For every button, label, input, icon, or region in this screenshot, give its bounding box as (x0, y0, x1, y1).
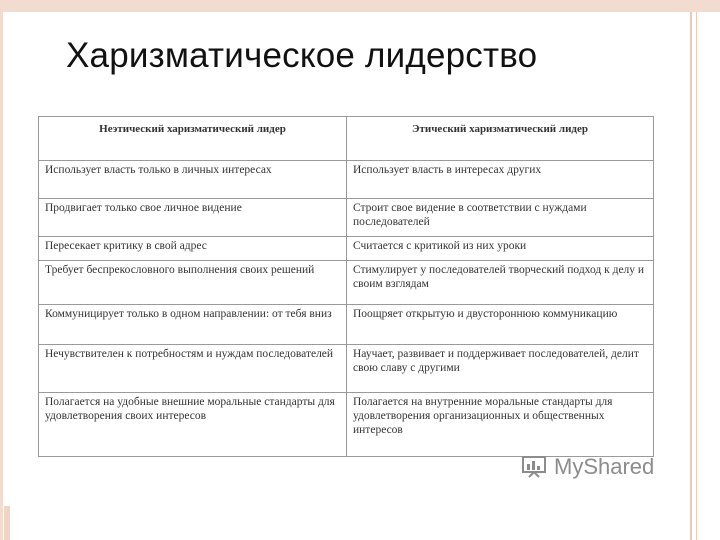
table-cell: Использует власть в интересах других (347, 161, 654, 199)
table-row (39, 393, 654, 457)
table-row (39, 199, 654, 237)
slide-frame-left (0, 12, 3, 540)
presentation-board-icon (522, 456, 546, 478)
watermark-logo (522, 454, 662, 484)
table-cell: Продвигает только свое личное видение (39, 199, 347, 237)
page-title: Харизматическое лидерство (66, 36, 538, 75)
table-cell: Нечувствителен к потребностям и нуждам последователей (39, 345, 347, 393)
table-cell: Полагается на внутренние моральные стандарты для удовлетворения организационных и общественных интересов (347, 393, 654, 457)
table-row (39, 261, 654, 305)
column-header-unethical: Неэтический харизматический лидер (39, 117, 347, 161)
table-cell: Стимулирует у последователей творческий подход к делу и своим взглядам (347, 261, 654, 305)
table-cell: Использует власть только в личных интересах (39, 161, 347, 199)
table-cell: Полагается на удобные внешние моральные стандарты для удовлетворения своих интересов (39, 393, 347, 457)
frame-line (690, 12, 692, 540)
table-cell: Научает, развивает и поддерживает последователей, делит свою славу с другими (347, 345, 654, 393)
table-cell: Считается с критикой из них уроки (347, 237, 654, 261)
slide-frame-right (682, 12, 720, 540)
slide-frame-top (0, 0, 720, 12)
table-row (39, 305, 654, 345)
table-header-row (39, 117, 654, 161)
table-row (39, 237, 654, 261)
comparison-table (38, 116, 654, 457)
table-cell: Строит свое видение в соответствии с нуждами последователей (347, 199, 654, 237)
column-header-ethical: Этический харизматический лидер (347, 117, 654, 161)
table-row (39, 345, 654, 393)
frame-line (696, 12, 697, 540)
table-cell: Пересекает критику в свой адрес (39, 237, 347, 261)
watermark-text: MyShared (554, 454, 655, 479)
table-cell: Требует беспрекословного выполнения своих решений (39, 261, 347, 305)
slide-accent-bar (4, 506, 10, 540)
table-cell: Коммуницирует только в одном направлении: от тебя вниз (39, 305, 347, 345)
table-cell: Поощряет открытую и двустороннюю коммуникацию (347, 305, 654, 345)
table-row (39, 161, 654, 199)
